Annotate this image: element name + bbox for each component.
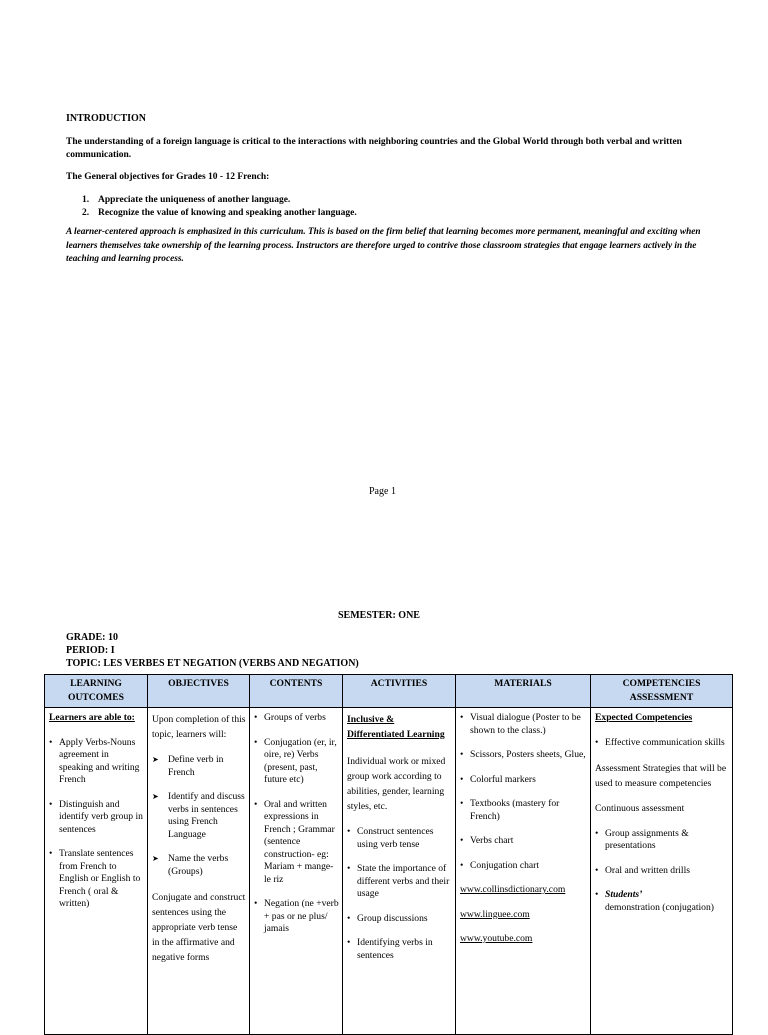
list-item: • Identifying verbs in sentences [347,937,452,962]
topic-label: TOPIC: LES VERBES ET NEGATION (VERBS AND NEGATION) [66,658,359,669]
list-item: • Group discussions [347,913,452,926]
continuous-assessment: Continuous assessment [595,803,685,814]
list-item: • Effective communication skills [595,737,729,750]
header-activities: ACTIVITIES [343,675,456,708]
list-item: • Negation (ne +verb + pas or ne plus/ jamais [254,898,339,936]
cell-materials [456,708,591,1035]
header-competencies-assessment: COMPETENCIES ASSESSMENT [591,675,733,708]
cell-objectives [148,708,250,1035]
page-number: Page 1 [369,486,396,497]
assessment-strategies: Assessment Strategies that will be used to measure competencies [595,763,727,789]
list-item: ➤ Define verb in French [152,754,246,779]
demonstration-text: demonstration (conjugation) [605,901,714,913]
list-item: ➤ Identify and discuss verbs in sentences using French Language [152,791,246,841]
youtube-link[interactable]: www.youtube.com [460,933,533,944]
intro-paragraph: The understanding of a foreign language is critical to the interactions with neighboring countries and the Global World through both verbal and written communication. [66,137,682,160]
list-item: • Translate sentences from French to English or English to French ( oral & written) [49,848,144,911]
list-item [595,889,729,914]
cell-learning-outcomes [45,708,148,1035]
list-item: • Scissors, Posters sheets, Glue, [460,749,587,762]
header-objectives: OBJECTIVES [148,675,250,708]
linguee-link[interactable]: www.linguee.com [460,908,530,920]
list-item: • Conjugation (er, ir, oire, re) Verbs (present, past, future etc) [254,737,339,787]
semester-heading: SEMESTER: ONE [338,610,420,621]
cell-competencies [591,708,733,1035]
students-label: Students’ [605,889,643,900]
list-item: • Conjugation chart [460,860,587,873]
general-objectives-list [82,194,357,220]
header-contents: CONTENTS [250,675,343,708]
list-item: • Colorful markers [460,774,587,787]
grade-label: GRADE: 10 [66,632,118,643]
curriculum-table [44,674,733,1035]
list-item: • Groups of verbs [254,712,339,725]
competencies-title: Expected Competencies [595,712,693,723]
list-item: 2. Recognize the value of knowing and speaking another language. [82,208,357,218]
activities-title: Inclusive & Differentiated Learning [347,714,445,740]
general-objectives-heading: The General objectives for Grades 10 - 12 French: [66,172,270,182]
list-item: • Oral and written drills [595,865,729,878]
list-item: • Oral and written expressions in French ; Grammar (sentence construction- eg: Mariam + mange-le riz [254,799,339,887]
approach-paragraph: A learner-centered approach is emphasized in this curriculum. This is based on the firm belief that learning becomes more permanent, meaningful and exciting when learners themselves take ownership of the learning process. Instructors are therefore urged to contrive those classroom strategies that engage learners actively in the teaching and learning process. [66,227,701,264]
header-materials: MATERIALS [456,675,591,708]
table-row [45,708,733,1035]
list-item: ➤ Name the verbs (Groups) [152,853,246,878]
header-learning-outcomes: LEARNING OUTCOMES [45,675,148,708]
list-item: • Textbooks (mastery for French) [460,798,587,823]
intro-heading: INTRODUCTION [66,113,147,124]
list-item: • State the importance of different verbs and their usage [347,863,452,901]
objectives-intro: Upon completion of this topic, learners will: [152,714,246,740]
table-header-row [45,675,733,708]
outcomes-title: Learners are able to: [49,712,135,723]
list-item: 1. Appreciate the uniqueness of another language. [82,195,291,205]
list-item: • Verbs chart [460,835,587,848]
cell-activities [343,708,456,1035]
collinsdictionary-link[interactable]: www.collinsdictionary.com [460,884,566,895]
cell-contents [250,708,343,1035]
list-item: • Apply Verbs-Nouns agreement in speaking and writing French [49,737,144,787]
period-label: PERIOD: I [66,645,115,656]
list-item: • Distinguish and identify verb group in sentences [49,799,144,837]
objectives-closing: Conjugate and construct sentences using the appropriate verb tense in the affirmative and negative forms [152,892,246,963]
activities-intro: Individual work or mixed group work according to abilities, gender, learning styles, etc. [347,756,446,812]
list-item: • Group assignments & presentations [595,828,729,853]
list-item: • Visual dialogue (Poster to be shown to the class.) [460,712,587,737]
list-item: • Construct sentences using verb tense [347,826,452,851]
